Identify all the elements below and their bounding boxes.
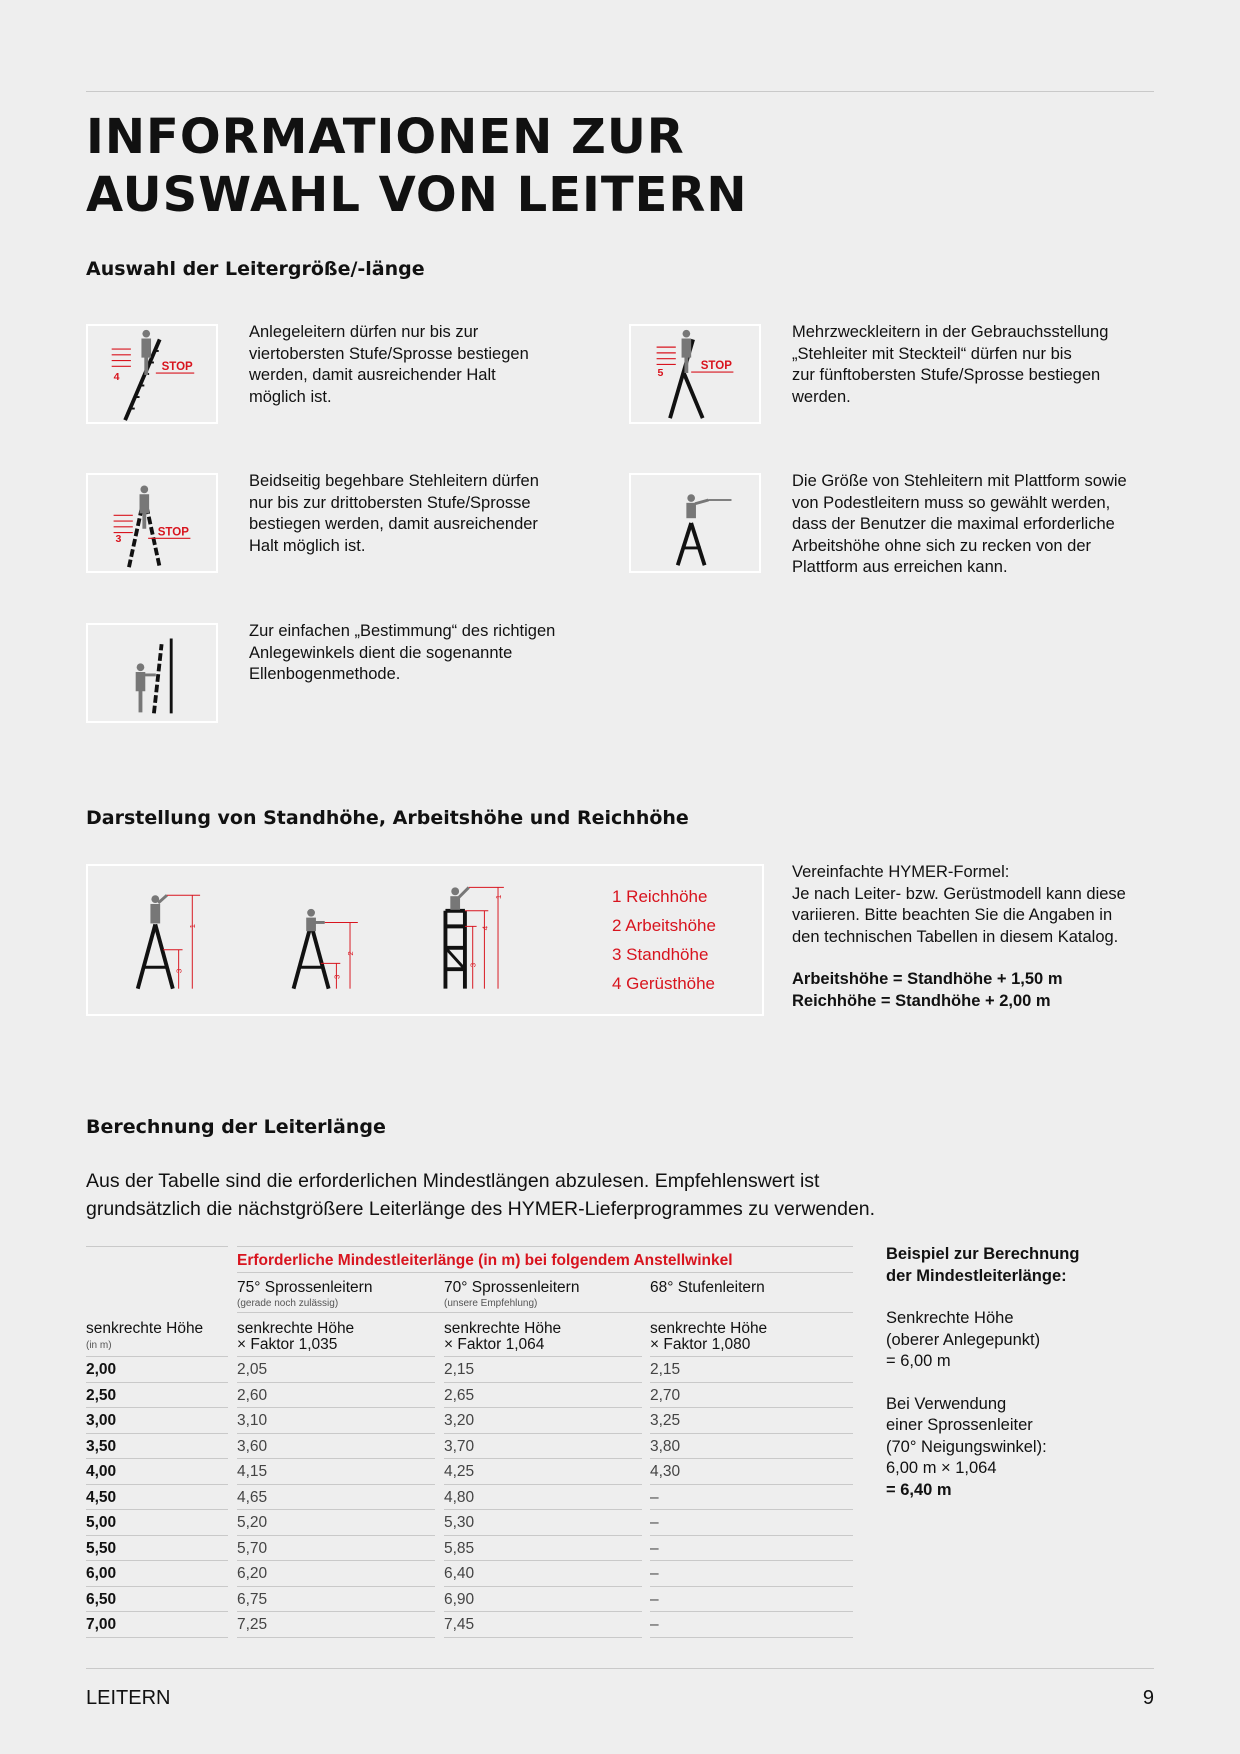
table-row-divider [650,1433,853,1434]
table-cell-length: 2,70 [650,1386,681,1404]
table-cell-height: 3,00 [86,1412,117,1429]
table-cell-length: – [650,1590,659,1608]
table-cell-length: – [650,1565,659,1582]
table-cell-length: 5,20 [237,1514,268,1531]
col2-note: (unsere Empfehlung) [444,1298,538,1309]
table-row-divider [650,1535,853,1536]
page-title: INFORMATIONEN ZUR AUSWAHL VON LEITERN [86,109,748,223]
col1-name: 75° Sprossenleitern [237,1279,373,1296]
table-row-divider [86,1407,228,1408]
table-cell-length: 4,80 [444,1488,475,1506]
table-row-divider [650,1458,853,1459]
col1-head2: × Faktor 1,035 [237,1336,338,1353]
table-row-divider [237,1433,435,1434]
table-row-divider [650,1560,853,1561]
table-row-divider [444,1433,642,1434]
table-row-divider [650,1407,853,1408]
table-row-divider [86,1484,228,1485]
table-row-divider [444,1458,642,1459]
table-cell-length: 5,85 [444,1539,475,1557]
paragraph-step-ladder: Beidseitig begehbare Stehleitern dürfen nur bis zur drittobersten Stufe/Sprosse bestiegen werden, damit ausreichender Halt möglich ist. [249,472,539,555]
elbow-method-icon [86,623,218,723]
section-heading-size: Auswahl der Leitergröße/-länge [86,258,425,280]
table-cell-length: 2,65 [444,1386,475,1404]
table-row-divider [237,1535,435,1536]
table-cell-length: 4,65 [237,1488,268,1506]
table-cell-length: – [650,1539,659,1557]
table-cell-length: – [650,1514,659,1531]
heights-legend: 1 Reichhöhe 2 Arbeitshöhe 3 Standhöhe 4 Gerüsthöhe [612,887,716,993]
step-number-label: 4 [113,370,120,383]
table-cell-length: 3,60 [237,1437,268,1455]
table-cell-height: 4,00 [86,1463,117,1480]
table-row-divider [444,1586,642,1587]
lean-ladder-stop-icon [86,324,218,424]
formula-working-height: Arbeitshöhe = Standhöhe + 1,50 m [792,970,1063,988]
table-row-divider [237,1586,435,1587]
table-row-divider [650,1637,853,1638]
table-row-divider [86,1560,228,1561]
example-result: = 6,40 m [886,1480,952,1499]
table-cell-height: 3,50 [86,1437,117,1455]
col2-name: 70° Sprossenleitern [444,1279,580,1296]
table-row-divider [444,1535,642,1536]
table-row-divider [650,1382,853,1383]
table-row-divider [650,1611,853,1612]
table-row-divider [237,1484,435,1485]
table-cell-length: 6,90 [444,1590,475,1608]
standing-height-mark-2: 3 [332,974,342,979]
calculation-example: Beispiel zur Berechnung der Mindestleiterlänge: Senkrechte Höhe (oberer Anlegepunkt) = 6,00 m Bei Verwendung einer Sprossenleiter (70° Neigungswinkel): 6,00 m × 1,064 = 6,40 m [886,1244,1146,1501]
hymer-formula: Vereinfachte HYMER-Formel: Je nach Leiter- bzw. Gerüstmodell kann diese variieren. Bitte beachten Sie die Angaben in den technischen Tabellen in diesem Katalog. Arbeitshöhe = Standhöhe + 1,50 m Reichhöhe = Standhöhe + 2,00 m [792,862,1172,1012]
table-cell-length: 3,20 [444,1412,475,1429]
col3-name: 68° Stufenleitern [650,1279,765,1296]
step-number-label: 3 [115,533,122,546]
formula-reach-height: Reichhöhe = Standhöhe + 2,00 m [792,991,1051,1010]
standing-height-mark: 3 [174,968,184,974]
table-cell-length: 3,70 [444,1437,475,1455]
table-row-divider [237,1611,435,1612]
table-cell-length: – [650,1488,659,1506]
table-cell-length: 2,05 [237,1361,268,1378]
top-rule [86,91,1154,92]
table-row-divider [237,1637,435,1638]
page-number: 9 [1142,1687,1154,1709]
step-number-label: 5 [657,366,664,379]
table-cell-length: 2,60 [237,1386,268,1404]
stop-label: STOP [161,361,193,374]
stop-label: STOP [157,526,189,539]
table-row-divider [237,1382,435,1383]
table-cell-height: 2,50 [86,1386,117,1404]
table-cell-length: 3,25 [650,1412,681,1429]
table-cell-length: 4,15 [237,1463,268,1480]
col0-sub: (in m) [86,1340,112,1351]
table-row-divider [86,1637,228,1638]
table-cell-height: 2,00 [86,1361,117,1378]
table-cell-height: 6,00 [86,1565,117,1582]
table-row-divider [237,1458,435,1459]
table-cell-length: 6,20 [237,1565,268,1582]
table-cell-length: 6,40 [444,1565,475,1582]
col1-head1: senkrechte Höhe [237,1320,355,1337]
table-cell-length: 2,15 [444,1361,475,1378]
stop-label: STOP [700,360,732,373]
paragraph-elbow-method: Zur einfachen „Bestimmung“ des richtigen Anlegewinkels dient die sogenannte Ellenbogenmethode. [249,622,556,683]
table-row-divider [86,1382,228,1383]
footer-rule [86,1668,1154,1669]
table-cell-length: – [650,1616,659,1633]
table-row-divider [444,1509,642,1510]
table-row-divider [444,1407,642,1408]
table-row-divider [86,1535,228,1536]
table-row-divider [237,1509,435,1510]
table-row-divider [444,1484,642,1485]
working-height-mark: 2 [345,951,355,956]
col1-note: (gerade noch zulässig) [237,1298,339,1309]
table-row-divider [86,1356,228,1357]
paragraph-platform-ladder: Die Größe von Stehleitern mit Plattform sowie von Podestleitern muss so gewählt werden, dass der Benutzer die maximal erforderliche Arbeitshöhe ohne sich zu recken von der Plattform aus erreichen kann. [792,472,1127,576]
col3-head1: senkrechte Höhe [650,1320,768,1337]
table-row-divider [650,1356,853,1357]
paragraph-multipurpose-ladder: Mehrzweckleitern in der Gebrauchsstellung „Stehleiter mit Steckteil“ dürfen nur bis zur fünftobersten Stufe/Sprosse bestiegen werden. [792,323,1109,406]
platform-ladder-icon [629,473,761,573]
table-row-divider [237,1356,435,1357]
step-ladder-stop-icon [86,473,218,573]
footer-section: LEITERN [86,1687,171,1709]
table-row-divider [86,1611,228,1612]
table-cell-length: 3,80 [650,1437,681,1455]
table-cell-height: 5,00 [86,1514,117,1531]
paragraph-lean-ladder: Anlegeleitern dürfen nur bis zur viertobersten Stufe/Sprosse bestiegen werden, damit ausreichender Halt möglich ist. [249,323,529,406]
table-row-divider [444,1382,642,1383]
table-cell-length: 5,30 [444,1514,475,1531]
table-cell-length: 4,30 [650,1463,681,1480]
table-cell-length: 2,15 [650,1361,681,1378]
table-cell-length: 6,75 [237,1590,268,1608]
table-cell-length: 5,70 [237,1539,268,1557]
table-cell-height: 4,50 [86,1488,117,1506]
table-row-divider [650,1586,853,1587]
table-row-divider [650,1509,853,1510]
table-cell-length: 4,25 [444,1463,475,1480]
standing-height-mark-3: 3 [468,962,478,968]
table-row-divider [86,1433,228,1434]
table-row-divider [444,1637,642,1638]
reach-height-mark-2: 1 [493,894,503,900]
scaffold-height-mark: 4 [480,925,490,931]
table-row-divider [444,1356,642,1357]
table-row-divider [86,1458,228,1459]
table-row-divider [86,1509,228,1510]
table-row-divider [444,1611,642,1612]
col3-head2: × Faktor 1,080 [650,1336,751,1353]
col2-head1: senkrechte Höhe [444,1320,562,1337]
table-cell-height: 6,50 [86,1590,117,1608]
reach-height-mark: 1 [188,923,198,929]
table-cell-height: 7,00 [86,1616,117,1633]
length-intro: Aus der Tabelle sind die erforderlichen Mindestlängen abzulesen. Empfehlenswert ist grundsätzlich die nächstgrößere Leiterlänge des HYMER-Lieferprogrammes zu verwenden. [86,1170,876,1220]
section-heading-heights: Darstellung von Standhöhe, Arbeitshöhe und Reichhöhe [86,807,689,829]
table-cell-length: 3,10 [237,1412,268,1429]
section-heading-length: Berechnung der Leiterlänge [86,1116,386,1138]
table-row-divider [650,1484,853,1485]
table-group-header: Erforderliche Mindestleiterlänge (in m) bei folgendem Anstellwinkel [237,1252,733,1269]
table-cell-length: 7,45 [444,1616,475,1633]
col0-head: senkrechte Höhe [86,1320,204,1337]
table-cell-length: 7,25 [237,1616,268,1633]
table-cell-height: 5,50 [86,1539,117,1557]
table-row-divider [237,1560,435,1561]
table-row-divider [444,1560,642,1561]
multipurpose-ladder-stop-icon [629,324,761,424]
table-row-divider [237,1407,435,1408]
table-row-divider [86,1586,228,1587]
col2-head2: × Faktor 1,064 [444,1336,545,1353]
